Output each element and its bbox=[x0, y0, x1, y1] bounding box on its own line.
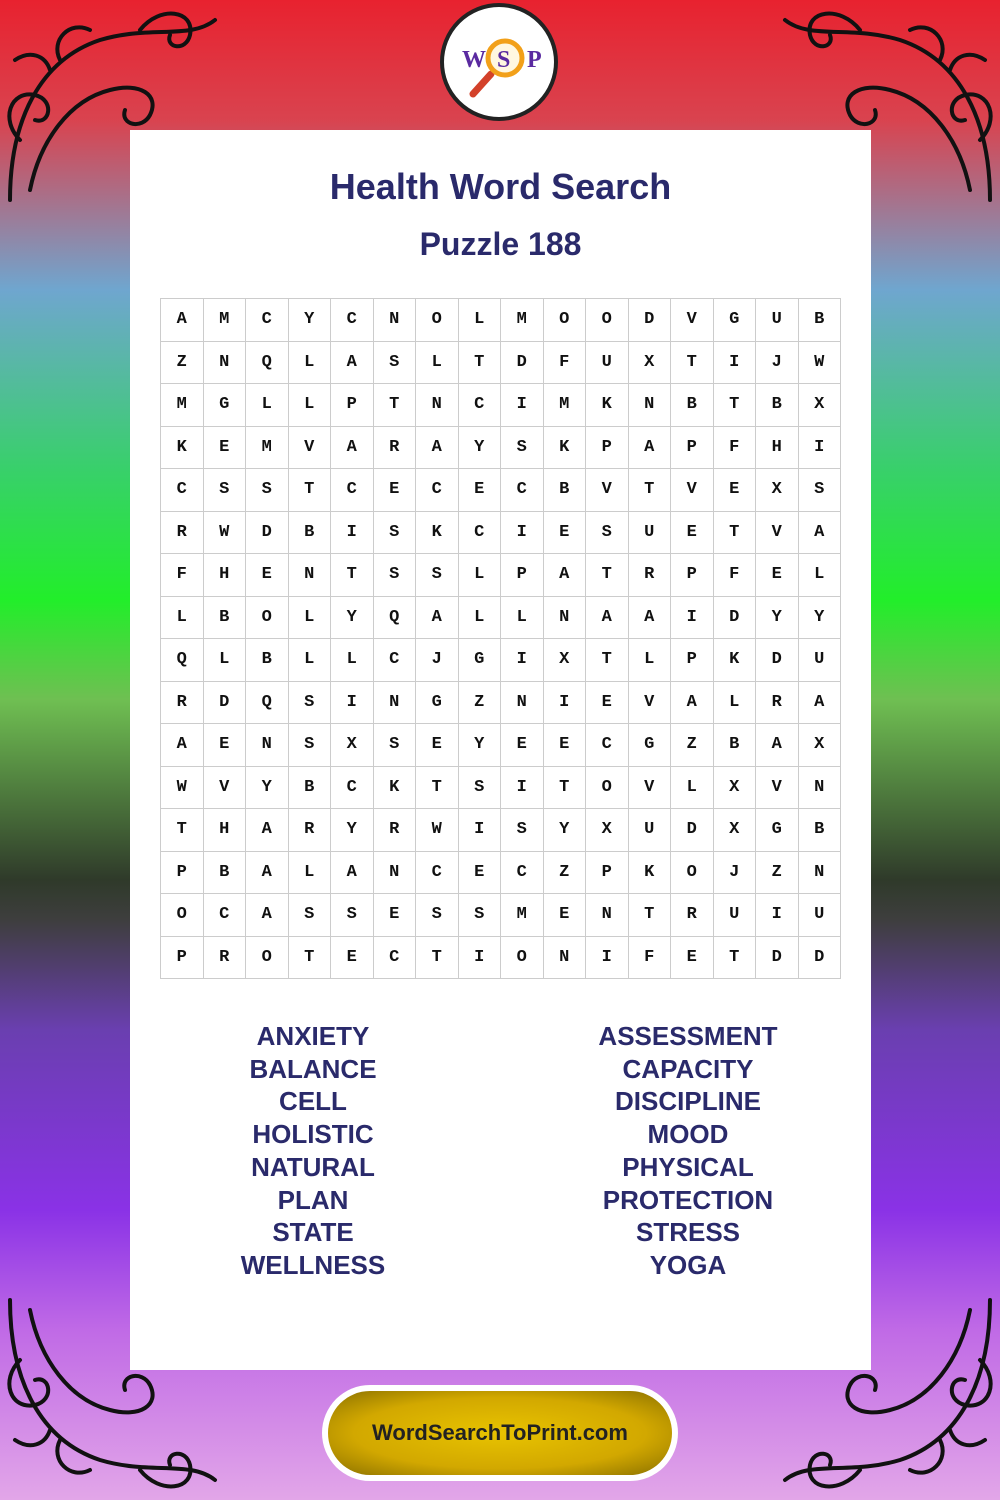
word-list-item: HOLISTIC bbox=[252, 1119, 374, 1150]
grid-cell[interactable]: S bbox=[374, 554, 417, 597]
grid-cell[interactable]: T bbox=[544, 767, 587, 810]
grid-cell[interactable]: P bbox=[331, 384, 374, 427]
grid-cell[interactable]: C bbox=[161, 469, 204, 512]
grid-cell[interactable]: R bbox=[671, 894, 714, 937]
grid-cell[interactable]: M bbox=[544, 384, 587, 427]
grid-cell[interactable]: U bbox=[629, 809, 672, 852]
grid-cell[interactable]: Y bbox=[459, 724, 502, 767]
word-list-left bbox=[163, 1020, 463, 1282]
grid-cell[interactable]: D bbox=[714, 597, 757, 640]
grid-cell[interactable]: K bbox=[161, 427, 204, 470]
grid-cell[interactable]: L bbox=[799, 554, 842, 597]
grid-cell[interactable]: E bbox=[459, 469, 502, 512]
word-list-item: PROTECTION bbox=[602, 1184, 774, 1215]
grid-cell[interactable]: C bbox=[459, 512, 502, 555]
grid-cell[interactable]: I bbox=[459, 809, 502, 852]
grid-cell[interactable]: N bbox=[501, 682, 544, 725]
grid-cell[interactable]: U bbox=[799, 894, 842, 937]
grid-cell[interactable]: L bbox=[416, 342, 459, 385]
grid-cell[interactable]: V bbox=[204, 767, 247, 810]
grid-cell[interactable]: E bbox=[756, 554, 799, 597]
grid-cell[interactable]: B bbox=[714, 724, 757, 767]
grid-cell[interactable]: S bbox=[374, 512, 417, 555]
grid-cell[interactable]: I bbox=[586, 937, 629, 980]
grid-cell[interactable]: N bbox=[416, 384, 459, 427]
grid-cell[interactable]: E bbox=[374, 469, 417, 512]
grid-cell[interactable]: N bbox=[374, 852, 417, 895]
word-list-item: NATURAL bbox=[251, 1151, 375, 1182]
grid-cell[interactable]: N bbox=[204, 342, 247, 385]
grid-cell[interactable]: C bbox=[204, 894, 247, 937]
grid-cell[interactable]: O bbox=[544, 299, 587, 342]
grid-cell[interactable]: O bbox=[161, 894, 204, 937]
grid-cell[interactable]: W bbox=[799, 342, 842, 385]
grid-cell[interactable]: C bbox=[374, 639, 417, 682]
grid-cell[interactable]: K bbox=[416, 512, 459, 555]
grid-cell[interactable]: A bbox=[246, 852, 289, 895]
grid-cell[interactable]: G bbox=[416, 682, 459, 725]
grid-cell[interactable]: O bbox=[586, 767, 629, 810]
grid-cell[interactable]: T bbox=[289, 937, 332, 980]
grid-cell[interactable]: F bbox=[629, 937, 672, 980]
grid-cell[interactable]: G bbox=[629, 724, 672, 767]
word-list-right bbox=[538, 1020, 838, 1282]
grid-cell[interactable]: L bbox=[459, 597, 502, 640]
word-list-item: YOGA bbox=[649, 1249, 727, 1280]
grid-cell[interactable]: D bbox=[501, 342, 544, 385]
grid-cell[interactable]: Y bbox=[756, 597, 799, 640]
grid-cell[interactable]: S bbox=[289, 894, 332, 937]
grid-cell[interactable]: A bbox=[246, 894, 289, 937]
grid-cell[interactable]: S bbox=[289, 724, 332, 767]
grid-cell[interactable]: E bbox=[671, 937, 714, 980]
grid-cell[interactable]: I bbox=[459, 937, 502, 980]
grid-cell[interactable]: D bbox=[756, 937, 799, 980]
grid-cell[interactable]: G bbox=[459, 639, 502, 682]
grid-cell[interactable]: L bbox=[246, 384, 289, 427]
grid-cell[interactable]: X bbox=[714, 809, 757, 852]
grid-cell[interactable]: T bbox=[714, 937, 757, 980]
grid-cell[interactable]: Z bbox=[161, 342, 204, 385]
grid-cell[interactable]: O bbox=[671, 852, 714, 895]
grid-cell[interactable]: I bbox=[756, 894, 799, 937]
grid-cell[interactable]: O bbox=[586, 299, 629, 342]
grid-cell[interactable]: S bbox=[416, 894, 459, 937]
grid-cell[interactable]: X bbox=[714, 767, 757, 810]
grid-cell[interactable]: A bbox=[629, 427, 672, 470]
grid-cell[interactable]: L bbox=[289, 639, 332, 682]
grid-cell[interactable]: Q bbox=[246, 682, 289, 725]
grid-cell[interactable]: S bbox=[501, 809, 544, 852]
grid-cell[interactable]: K bbox=[586, 384, 629, 427]
grid-cell[interactable]: T bbox=[671, 342, 714, 385]
grid-cell[interactable]: N bbox=[799, 852, 842, 895]
grid-cell[interactable]: C bbox=[374, 937, 417, 980]
grid-cell[interactable]: V bbox=[756, 767, 799, 810]
grid-cell[interactable]: P bbox=[501, 554, 544, 597]
grid-cell[interactable]: X bbox=[544, 639, 587, 682]
grid-cell[interactable]: A bbox=[799, 682, 842, 725]
grid-cell[interactable]: T bbox=[416, 937, 459, 980]
grid-cell[interactable]: A bbox=[629, 597, 672, 640]
grid-cell[interactable]: W bbox=[204, 512, 247, 555]
grid-cell[interactable]: Q bbox=[246, 342, 289, 385]
grid-cell[interactable]: C bbox=[459, 384, 502, 427]
grid-cell[interactable]: K bbox=[544, 427, 587, 470]
grid-cell[interactable]: L bbox=[204, 639, 247, 682]
grid-cell[interactable]: B bbox=[204, 597, 247, 640]
grid-cell[interactable]: L bbox=[289, 852, 332, 895]
grid-cell[interactable]: E bbox=[246, 554, 289, 597]
grid-cell[interactable]: I bbox=[331, 682, 374, 725]
grid-cell[interactable]: I bbox=[799, 427, 842, 470]
grid-cell[interactable]: I bbox=[501, 384, 544, 427]
grid-cell[interactable]: A bbox=[416, 597, 459, 640]
grid-cell[interactable]: M bbox=[246, 427, 289, 470]
grid-cell[interactable]: L bbox=[289, 597, 332, 640]
grid-cell[interactable]: A bbox=[331, 342, 374, 385]
grid-cell[interactable]: Y bbox=[331, 809, 374, 852]
grid-cell[interactable]: H bbox=[756, 427, 799, 470]
grid-cell[interactable]: G bbox=[204, 384, 247, 427]
grid-cell[interactable]: O bbox=[246, 597, 289, 640]
grid-cell[interactable]: R bbox=[161, 682, 204, 725]
grid-cell[interactable]: P bbox=[671, 554, 714, 597]
grid-cell[interactable]: E bbox=[501, 724, 544, 767]
grid-cell[interactable]: B bbox=[246, 639, 289, 682]
grid-cell[interactable]: R bbox=[629, 554, 672, 597]
grid-cell[interactable]: A bbox=[331, 852, 374, 895]
grid-cell[interactable]: N bbox=[544, 597, 587, 640]
word-list-item: DISCIPLINE bbox=[615, 1086, 761, 1117]
logo-letter-w: W bbox=[462, 47, 486, 73]
grid-cell[interactable]: X bbox=[586, 809, 629, 852]
grid-cell[interactable]: X bbox=[756, 469, 799, 512]
grid-cell[interactable]: L bbox=[714, 682, 757, 725]
grid-cell[interactable]: P bbox=[671, 639, 714, 682]
grid-cell[interactable]: I bbox=[501, 639, 544, 682]
grid-cell[interactable]: T bbox=[714, 384, 757, 427]
grid-cell[interactable]: R bbox=[161, 512, 204, 555]
grid-cell[interactable]: K bbox=[374, 767, 417, 810]
grid-cell[interactable]: A bbox=[161, 724, 204, 767]
grid-cell[interactable]: X bbox=[629, 342, 672, 385]
grid-cell[interactable]: V bbox=[629, 767, 672, 810]
grid-cell[interactable]: P bbox=[671, 427, 714, 470]
grid-cell[interactable]: M bbox=[501, 299, 544, 342]
grid-cell[interactable]: J bbox=[756, 342, 799, 385]
grid-cell[interactable]: L bbox=[629, 639, 672, 682]
grid-cell[interactable]: B bbox=[204, 852, 247, 895]
grid-cell[interactable]: T bbox=[331, 554, 374, 597]
grid-cell[interactable]: L bbox=[671, 767, 714, 810]
grid-cell[interactable]: V bbox=[289, 427, 332, 470]
word-list-item: CELL bbox=[279, 1086, 347, 1117]
grid-cell[interactable]: T bbox=[714, 512, 757, 555]
grid-cell[interactable]: O bbox=[416, 299, 459, 342]
grid-cell[interactable]: E bbox=[671, 512, 714, 555]
grid-cell[interactable]: A bbox=[671, 682, 714, 725]
word-list-item: MOOD bbox=[647, 1119, 729, 1150]
grid-cell[interactable]: C bbox=[416, 852, 459, 895]
grid-cell[interactable]: P bbox=[586, 852, 629, 895]
grid-cell[interactable]: X bbox=[331, 724, 374, 767]
word-list-item: PHYSICAL bbox=[622, 1151, 754, 1182]
logo-letter-s: S bbox=[497, 47, 511, 73]
grid-cell[interactable]: A bbox=[331, 427, 374, 470]
grid-cell[interactable]: Q bbox=[161, 639, 204, 682]
grid-cell[interactable]: J bbox=[416, 639, 459, 682]
grid-cell[interactable]: R bbox=[374, 809, 417, 852]
grid-cell[interactable]: L bbox=[501, 597, 544, 640]
grid-cell[interactable]: J bbox=[714, 852, 757, 895]
grid-cell[interactable]: R bbox=[204, 937, 247, 980]
grid-cell[interactable]: K bbox=[629, 852, 672, 895]
grid-cell[interactable]: N bbox=[586, 894, 629, 937]
grid-cell[interactable]: S bbox=[204, 469, 247, 512]
grid-cell[interactable]: F bbox=[714, 554, 757, 597]
grid-cell[interactable]: T bbox=[459, 342, 502, 385]
grid-cell[interactable]: C bbox=[331, 299, 374, 342]
word-list-item: ASSESSMENT bbox=[598, 1021, 778, 1051]
grid-cell[interactable]: B bbox=[544, 469, 587, 512]
grid-cell[interactable]: D bbox=[629, 299, 672, 342]
grid-cell[interactable]: X bbox=[799, 384, 842, 427]
grid-cell[interactable]: V bbox=[629, 682, 672, 725]
grid-cell[interactable]: T bbox=[629, 469, 672, 512]
grid-cell[interactable]: E bbox=[204, 724, 247, 767]
grid-cell[interactable]: C bbox=[331, 767, 374, 810]
grid-cell[interactable]: F bbox=[714, 427, 757, 470]
word-list-item: BALANCE bbox=[249, 1053, 377, 1084]
grid-cell[interactable]: I bbox=[714, 342, 757, 385]
grid-cell[interactable]: A bbox=[799, 512, 842, 555]
grid-cell[interactable]: T bbox=[374, 384, 417, 427]
grid-cell[interactable]: C bbox=[416, 469, 459, 512]
grid-cell[interactable]: R bbox=[374, 427, 417, 470]
grid-cell[interactable]: I bbox=[501, 767, 544, 810]
grid-cell[interactable]: L bbox=[289, 384, 332, 427]
grid-cell[interactable]: Y bbox=[544, 809, 587, 852]
website-label: WordSearchToPrint.com bbox=[328, 1391, 672, 1475]
grid-cell[interactable]: E bbox=[586, 682, 629, 725]
page-title: Health Word Search bbox=[329, 166, 672, 207]
grid-cell[interactable]: U bbox=[756, 299, 799, 342]
grid-cell[interactable]: E bbox=[374, 894, 417, 937]
grid-cell[interactable]: L bbox=[161, 597, 204, 640]
grid-cell[interactable]: H bbox=[204, 554, 247, 597]
grid-cell[interactable]: B bbox=[671, 384, 714, 427]
grid-cell[interactable]: L bbox=[459, 299, 502, 342]
grid-cell[interactable]: D bbox=[671, 809, 714, 852]
word-list-item: WELLNESS bbox=[240, 1249, 386, 1280]
grid-cell[interactable]: A bbox=[246, 809, 289, 852]
word-list-item: PLAN bbox=[277, 1184, 349, 1215]
grid-cell[interactable]: C bbox=[246, 299, 289, 342]
word-list-item: STRESS bbox=[635, 1217, 741, 1248]
grid-cell[interactable]: S bbox=[331, 894, 374, 937]
grid-cell[interactable]: V bbox=[671, 469, 714, 512]
grid-cell[interactable]: L bbox=[459, 554, 502, 597]
logo-letter-p: P bbox=[527, 47, 542, 73]
grid-cell[interactable]: T bbox=[586, 554, 629, 597]
grid-cell[interactable]: S bbox=[374, 342, 417, 385]
grid-cell[interactable]: M bbox=[204, 299, 247, 342]
grid-cell[interactable]: A bbox=[586, 597, 629, 640]
word-list-item: ANXIETY bbox=[256, 1021, 370, 1051]
grid-cell[interactable]: P bbox=[161, 937, 204, 980]
grid-cell[interactable]: B bbox=[799, 809, 842, 852]
grid-cell[interactable]: K bbox=[714, 639, 757, 682]
grid-cell[interactable]: Y bbox=[289, 299, 332, 342]
website-button[interactable] bbox=[322, 1385, 678, 1481]
grid-cell[interactable]: I bbox=[544, 682, 587, 725]
grid-cell[interactable]: S bbox=[799, 469, 842, 512]
grid-cell[interactable]: Y bbox=[331, 597, 374, 640]
grid-cell[interactable]: Z bbox=[756, 852, 799, 895]
grid-cell[interactable]: S bbox=[459, 767, 502, 810]
letter-grid bbox=[160, 298, 841, 979]
grid-cell[interactable]: C bbox=[586, 724, 629, 767]
grid-cell[interactable]: B bbox=[799, 299, 842, 342]
grid-cell[interactable]: T bbox=[629, 894, 672, 937]
grid-cell[interactable]: I bbox=[501, 512, 544, 555]
grid-cell[interactable]: D bbox=[756, 639, 799, 682]
grid-cell[interactable]: C bbox=[501, 469, 544, 512]
grid-cell[interactable]: N bbox=[799, 767, 842, 810]
grid-cell[interactable]: N bbox=[629, 384, 672, 427]
grid-cell[interactable]: N bbox=[544, 937, 587, 980]
grid-cell[interactable]: Z bbox=[671, 724, 714, 767]
grid-cell[interactable]: D bbox=[204, 682, 247, 725]
grid-cell[interactable]: E bbox=[416, 724, 459, 767]
grid-cell[interactable]: B bbox=[756, 384, 799, 427]
grid-cell[interactable]: O bbox=[246, 937, 289, 980]
grid-cell[interactable]: E bbox=[459, 852, 502, 895]
grid-cell[interactable]: S bbox=[374, 724, 417, 767]
grid-cell[interactable]: L bbox=[331, 639, 374, 682]
grid-cell[interactable]: D bbox=[246, 512, 289, 555]
grid-cell[interactable]: I bbox=[331, 512, 374, 555]
grid-cell[interactable]: H bbox=[204, 809, 247, 852]
grid-cell[interactable]: I bbox=[671, 597, 714, 640]
grid-cell[interactable]: G bbox=[756, 809, 799, 852]
grid-cell[interactable]: E bbox=[544, 894, 587, 937]
grid-cell[interactable]: N bbox=[246, 724, 289, 767]
grid-cell[interactable]: E bbox=[204, 427, 247, 470]
grid-cell[interactable]: A bbox=[544, 554, 587, 597]
grid-cell[interactable]: A bbox=[416, 427, 459, 470]
grid-cell[interactable]: P bbox=[161, 852, 204, 895]
grid-cell[interactable]: G bbox=[714, 299, 757, 342]
grid-cell[interactable]: N bbox=[289, 554, 332, 597]
grid-cell[interactable]: A bbox=[756, 724, 799, 767]
grid-cell[interactable]: E bbox=[714, 469, 757, 512]
grid-cell[interactable]: T bbox=[289, 469, 332, 512]
grid-cell[interactable]: B bbox=[289, 512, 332, 555]
grid-cell[interactable]: Z bbox=[459, 682, 502, 725]
grid-cell[interactable]: V bbox=[756, 512, 799, 555]
grid-cell[interactable]: S bbox=[246, 469, 289, 512]
grid-cell[interactable]: W bbox=[161, 767, 204, 810]
grid-cell[interactable]: O bbox=[501, 937, 544, 980]
grid-cell[interactable]: S bbox=[459, 894, 502, 937]
grid-cell[interactable]: T bbox=[161, 809, 204, 852]
grid-cell[interactable]: U bbox=[799, 639, 842, 682]
grid-cell[interactable]: E bbox=[331, 937, 374, 980]
grid-cell[interactable]: U bbox=[586, 342, 629, 385]
grid-cell[interactable]: N bbox=[374, 299, 417, 342]
grid-cell[interactable]: Y bbox=[459, 427, 502, 470]
word-list-item: STATE bbox=[272, 1217, 354, 1248]
grid-cell[interactable]: P bbox=[586, 427, 629, 470]
grid-cell[interactable]: S bbox=[586, 512, 629, 555]
grid-cell[interactable]: M bbox=[501, 894, 544, 937]
grid-cell[interactable]: U bbox=[714, 894, 757, 937]
grid-cell[interactable]: C bbox=[331, 469, 374, 512]
site-logo[interactable] bbox=[440, 3, 558, 121]
grid-cell[interactable]: S bbox=[501, 427, 544, 470]
grid-cell[interactable]: X bbox=[799, 724, 842, 767]
grid-cell[interactable]: Q bbox=[374, 597, 417, 640]
grid-cell[interactable]: T bbox=[586, 639, 629, 682]
grid-cell[interactable]: R bbox=[756, 682, 799, 725]
grid-cell[interactable]: B bbox=[289, 767, 332, 810]
grid-cell[interactable]: Z bbox=[544, 852, 587, 895]
grid-cell[interactable]: W bbox=[416, 809, 459, 852]
grid-cell[interactable]: N bbox=[374, 682, 417, 725]
grid-cell[interactable]: V bbox=[671, 299, 714, 342]
grid-cell[interactable]: S bbox=[416, 554, 459, 597]
grid-cell[interactable]: Y bbox=[246, 767, 289, 810]
grid-cell[interactable]: F bbox=[161, 554, 204, 597]
grid-cell[interactable]: E bbox=[544, 512, 587, 555]
grid-cell[interactable]: A bbox=[161, 299, 204, 342]
grid-cell[interactable]: C bbox=[501, 852, 544, 895]
word-list-item: CAPACITY bbox=[622, 1053, 754, 1084]
puzzle-number: Puzzle 188 bbox=[419, 226, 582, 262]
grid-cell[interactable]: Y bbox=[799, 597, 842, 640]
grid-cell[interactable]: V bbox=[586, 469, 629, 512]
grid-cell[interactable]: U bbox=[629, 512, 672, 555]
grid-cell[interactable]: T bbox=[416, 767, 459, 810]
grid-cell[interactable]: R bbox=[289, 809, 332, 852]
grid-cell[interactable]: S bbox=[289, 682, 332, 725]
grid-cell[interactable]: E bbox=[544, 724, 587, 767]
puzzle-card bbox=[130, 130, 871, 1370]
grid-cell[interactable]: D bbox=[799, 937, 842, 980]
grid-cell[interactable]: F bbox=[544, 342, 587, 385]
grid-cell[interactable]: L bbox=[289, 342, 332, 385]
grid-cell[interactable]: M bbox=[161, 384, 204, 427]
